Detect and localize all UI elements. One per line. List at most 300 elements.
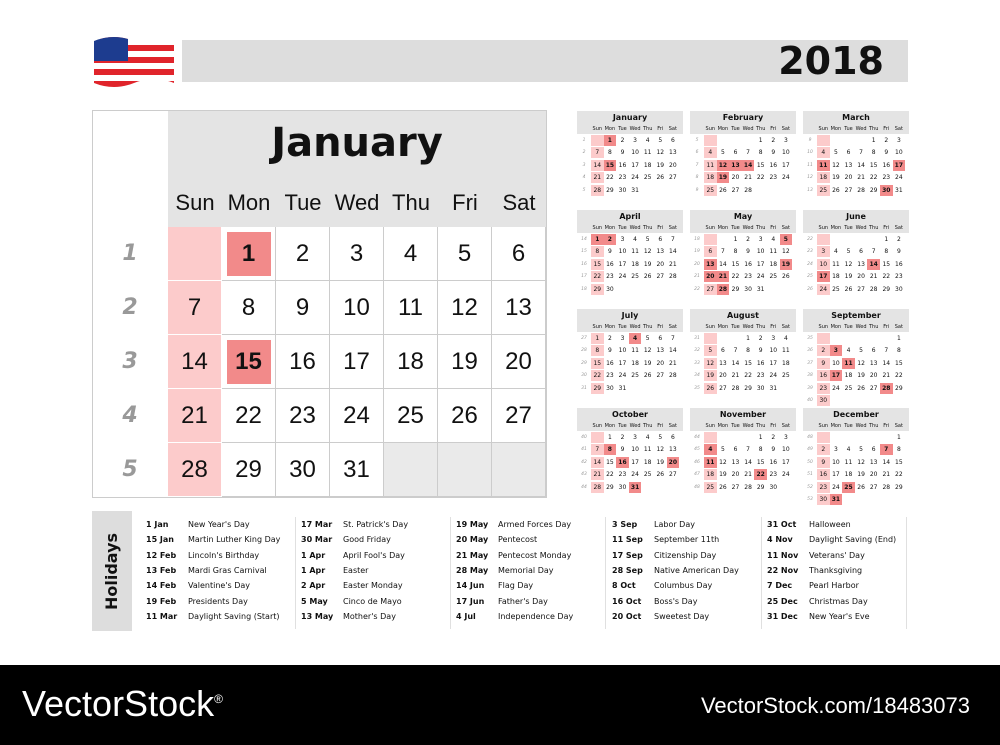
holiday-date: 8 Oct: [612, 581, 636, 591]
mini-day: 21: [669, 359, 677, 367]
holiday-name: Native American Day: [654, 566, 739, 576]
mini-day: 12: [782, 248, 790, 256]
mini-day: 27: [669, 174, 677, 182]
mini-week-number: 51: [807, 472, 813, 478]
holiday-date: 17 Mar: [301, 520, 333, 530]
holiday-column: [456, 517, 606, 629]
mini-day: [717, 135, 730, 146]
mini-day: 22: [731, 273, 740, 281]
mini-day: 12: [643, 347, 652, 355]
mini-day: 18: [643, 161, 652, 169]
mini-day: 30: [744, 285, 752, 293]
mini-day: 20: [731, 471, 740, 479]
mini-weekday: Mon: [830, 324, 842, 330]
mini-day: 30: [817, 395, 830, 406]
mini-day: 24: [832, 384, 840, 392]
mini-weekday: Fri: [883, 225, 890, 231]
holiday-name: Veterans' Day: [809, 550, 865, 560]
mini-week-row: [803, 357, 909, 370]
mini-day: [629, 383, 642, 394]
mini-day: 29: [591, 284, 604, 295]
mini-week-number: 16: [581, 261, 587, 267]
mini-week-number: 12: [807, 175, 813, 181]
holiday-item: [301, 578, 450, 593]
mini-day: 13: [729, 160, 742, 171]
holiday-name: Easter Monday: [343, 581, 403, 591]
holiday-date: 17 Sep: [612, 550, 643, 560]
mini-weekday: Wed: [629, 126, 641, 132]
mini-week-row: [577, 469, 683, 482]
mini-weekday: Tue: [844, 225, 853, 231]
mini-week-row: [690, 246, 796, 259]
mini-day: 10: [618, 347, 627, 355]
holiday-date: 25 Dec: [767, 596, 798, 606]
mini-day: 4: [846, 347, 851, 355]
mini-day: 12: [656, 149, 665, 157]
holiday-name: Valentine's Day: [188, 581, 251, 591]
holiday-name: New Year's Eve: [809, 611, 870, 621]
mini-month: [577, 111, 683, 197]
mini-day: 29: [895, 384, 903, 392]
holiday-item: [146, 548, 295, 563]
mini-day: 8: [604, 444, 617, 455]
mini-month: [803, 309, 909, 407]
mini-day: 7: [871, 248, 876, 256]
holiday-item: [456, 609, 605, 624]
day-cell: 29: [222, 443, 276, 497]
holiday-item: [767, 548, 906, 563]
mini-week-row: [803, 456, 909, 469]
mini-day: 14: [719, 260, 727, 268]
holiday-item: [612, 593, 761, 608]
mini-day: 22: [869, 174, 878, 182]
mini-day: 28: [882, 483, 891, 491]
mini-month: [690, 408, 796, 494]
mini-day: 12: [717, 160, 730, 171]
mini-day: 13: [844, 161, 853, 169]
mini-weekday: Fri: [657, 225, 664, 231]
day-cell: 22: [222, 389, 276, 443]
day-cell: 20: [492, 335, 546, 389]
mini-day: 7: [591, 444, 604, 455]
holiday-date: 22 Nov: [767, 566, 799, 576]
holiday-date: 28 May: [456, 566, 489, 576]
mini-day: 5: [720, 446, 725, 454]
mini-weekday: Wed: [855, 423, 867, 429]
mini-weekday: Tue: [844, 324, 853, 330]
mini-weekday: Thu: [868, 324, 879, 330]
mini-day: 9: [620, 149, 625, 157]
mini-day: 29: [744, 384, 752, 392]
mini-weekday: Thu: [755, 324, 766, 330]
mini-day: [767, 284, 780, 295]
mini-day: 22: [754, 469, 767, 480]
mini-week-number: 35: [694, 385, 700, 391]
mini-week-row: [690, 147, 796, 160]
mini-week-number: 30: [581, 373, 587, 379]
mini-day: 26: [704, 383, 717, 394]
holiday-date: 30 Mar: [301, 535, 333, 545]
mini-week-number: 33: [694, 360, 700, 366]
holiday-item: [767, 563, 906, 578]
mini-week-row: [803, 184, 909, 197]
mini-day: [767, 185, 780, 196]
mini-day: 23: [769, 471, 778, 479]
mini-day: 20: [704, 271, 717, 282]
day-cell: 24: [330, 389, 384, 443]
mini-weekday-row: [577, 422, 683, 431]
mini-weekday: Wed: [855, 126, 867, 132]
mini-week-row: [577, 382, 683, 395]
mini-week-number: 41: [581, 447, 587, 453]
mini-day: 13: [656, 347, 665, 355]
mini-week-number: 20: [694, 261, 700, 267]
mini-day: 24: [832, 483, 840, 491]
mini-day: [729, 135, 742, 146]
mini-week-number: 36: [807, 348, 813, 354]
mini-month-title: December: [803, 408, 909, 422]
holiday-column: [767, 517, 907, 629]
day-cell: 27: [492, 389, 546, 443]
holiday-name: Father's Day: [498, 596, 548, 606]
mini-day: 18: [782, 359, 790, 367]
mini-weekday-row: [690, 125, 796, 134]
mini-weekday: Fri: [770, 423, 777, 429]
mini-week-number: 42: [581, 459, 587, 465]
holiday-item: [301, 517, 450, 532]
day-cell: 19: [438, 335, 492, 389]
mini-day: 1: [758, 136, 763, 144]
mini-week-row: [803, 345, 909, 358]
mini-day: 13: [857, 260, 865, 268]
mini-week-row: [803, 494, 909, 507]
mini-week-row: [803, 444, 909, 457]
mini-day: 4: [771, 235, 776, 243]
mini-week-row: [803, 382, 909, 395]
mini-day: 20: [669, 161, 677, 169]
mini-day: 7: [746, 446, 750, 454]
mini-day: 25: [844, 384, 853, 392]
mini-day: 28: [669, 372, 677, 380]
mini-weekday: Tue: [731, 324, 740, 330]
mini-day: 1: [746, 334, 750, 342]
mini-weekday: Thu: [642, 225, 653, 231]
mini-day: 18: [832, 273, 840, 281]
mini-weekday: Sat: [781, 423, 790, 429]
mini-day: [780, 482, 793, 493]
mini-month-title: October: [577, 408, 683, 422]
mini-day: 26: [656, 174, 665, 182]
mini-day: [742, 432, 755, 443]
mini-week-row: [577, 431, 683, 444]
mini-month: [690, 309, 796, 395]
mini-day: 9: [817, 457, 830, 468]
holiday-date: 13 Feb: [146, 566, 177, 576]
holiday-name: Pentecost: [498, 535, 538, 545]
mini-week-number: 24: [807, 261, 813, 267]
mini-day: 30: [618, 186, 627, 194]
mini-week-row: [690, 172, 796, 185]
weekday-label: Tue: [284, 190, 322, 215]
mini-week-row: [803, 233, 909, 246]
holiday-date: 11 Nov: [767, 550, 799, 560]
mini-day: 7: [884, 347, 889, 355]
mini-week-number: 22: [807, 236, 813, 242]
mini-day: [817, 135, 830, 146]
mini-day: 25: [643, 471, 652, 479]
mini-week-number: 27: [581, 335, 587, 341]
mini-day: 26: [656, 471, 665, 479]
mini-day: 4: [645, 433, 650, 441]
mini-weekday: Mon: [717, 324, 729, 330]
mini-day: [717, 333, 730, 344]
mini-day: [842, 333, 855, 344]
holiday-date: 4 Jul: [456, 611, 476, 621]
holiday-name: Daylight Saving (End): [809, 535, 897, 545]
mini-day: 27: [857, 285, 865, 293]
mini-day: 18: [643, 458, 652, 466]
holiday-name: Mother's Day: [343, 611, 396, 621]
mini-month: [577, 210, 683, 296]
mini-week-row: [690, 159, 796, 172]
year-title: 2018: [778, 39, 884, 83]
week-number: 5: [122, 457, 138, 482]
mini-day: [830, 135, 843, 146]
mini-month-title: November: [690, 408, 796, 422]
mini-weekday: Mon: [604, 126, 616, 132]
mini-day: [830, 432, 843, 443]
mini-day: 30: [817, 494, 830, 505]
mini-day: 21: [669, 260, 677, 268]
mini-day: 18: [704, 172, 717, 183]
holiday-item: [301, 563, 450, 578]
mini-weekday: Wed: [855, 324, 867, 330]
mini-day: 22: [882, 273, 891, 281]
mini-week-number: 4: [582, 175, 586, 181]
mini-day: 6: [846, 149, 851, 157]
mini-day: 11: [844, 458, 853, 466]
mini-weekday: Fri: [657, 423, 664, 429]
mini-day: 23: [606, 372, 614, 380]
mini-week-row: [690, 357, 796, 370]
mini-week-number: 47: [694, 472, 700, 478]
mini-weekday: Fri: [883, 423, 890, 429]
mini-day: 1: [758, 433, 763, 441]
mini-week-row: [803, 332, 909, 345]
holiday-name: Pearl Harbor: [809, 581, 859, 591]
mini-day: 27: [869, 483, 878, 491]
mini-day: 25: [832, 285, 840, 293]
mini-day: 1: [604, 135, 617, 146]
mini-day: 13: [669, 446, 677, 454]
mini-day: 23: [817, 383, 830, 394]
mini-day: 2: [620, 433, 625, 441]
mini-day: 28: [591, 185, 604, 196]
mini-day: 29: [869, 186, 878, 194]
mini-day: 15: [604, 160, 617, 171]
holiday-item: [146, 563, 295, 578]
mini-week-number: 28: [581, 348, 587, 354]
mini-day: 8: [746, 347, 750, 355]
mini-week-number: 48: [807, 434, 813, 440]
mini-day: [629, 284, 642, 295]
mini-month: [577, 408, 683, 494]
mini-day: [842, 494, 855, 505]
mini-day: 9: [746, 248, 750, 256]
mini-day: [855, 395, 868, 406]
mini-day: 10: [631, 446, 639, 454]
mini-week-number: 21: [694, 274, 700, 280]
mini-day: 18: [844, 372, 853, 380]
holiday-date: 19 Feb: [146, 596, 177, 606]
mini-weekday: Mon: [830, 126, 842, 132]
mini-day: 2: [607, 334, 612, 342]
holiday-name: Martin Luther King Day: [188, 535, 281, 545]
mini-day: 24: [631, 174, 639, 182]
mini-day: 22: [591, 370, 604, 381]
mini-day: 12: [719, 458, 727, 466]
holiday-name: Presidents Day: [188, 596, 248, 606]
mini-day: 28: [591, 482, 604, 493]
holiday-date: 2 Apr: [301, 581, 326, 591]
mini-day: 14: [867, 259, 880, 270]
mini-day: 12: [656, 446, 665, 454]
mini-day: 26: [782, 273, 790, 281]
mini-weekday: Sun: [592, 423, 603, 429]
mini-day: 19: [704, 370, 717, 381]
mini-week-number: 13: [807, 187, 813, 193]
mini-day: 27: [731, 186, 740, 194]
mini-day: 21: [882, 372, 891, 380]
mini-day: 23: [817, 482, 830, 493]
mini-week-number: 29: [581, 360, 587, 366]
mini-day: 1: [884, 235, 889, 243]
mini-day: [780, 185, 793, 196]
mini-day: 21: [744, 174, 752, 182]
mini-day: 25: [643, 174, 652, 182]
day-cell: 21: [168, 389, 222, 443]
mini-week-number: 15: [581, 249, 587, 255]
image-url: VectorStock.com/18483073: [700, 693, 970, 718]
mini-month-title: August: [690, 309, 796, 323]
holiday-column: [301, 517, 451, 629]
mini-weekday: Thu: [868, 225, 879, 231]
day-cell: 9: [276, 281, 330, 335]
mini-weekday: Thu: [642, 324, 653, 330]
mini-day: 17: [893, 160, 906, 171]
mini-day: 29: [606, 483, 614, 491]
holiday-date: 3 Sep: [612, 520, 638, 530]
mini-day: 11: [782, 347, 790, 355]
mini-weekday: Wed: [855, 225, 867, 231]
holiday-name: Halloween: [809, 520, 851, 530]
mini-weekday-row: [690, 323, 796, 332]
mini-day: 4: [704, 147, 717, 158]
mini-day: 29: [731, 285, 740, 293]
mini-day: [591, 432, 604, 443]
holiday-item: [612, 517, 761, 532]
mini-day: 15: [756, 161, 765, 169]
mini-weekday: Sat: [894, 126, 903, 132]
mini-day: [855, 333, 868, 344]
mini-week-number: 9: [808, 137, 812, 143]
mini-day: 28: [744, 186, 752, 194]
mini-day: 19: [857, 471, 865, 479]
mini-day: 16: [817, 370, 830, 381]
mini-week-row: [690, 456, 796, 469]
mini-day: 8: [896, 347, 901, 355]
week-number: 3: [122, 349, 138, 374]
mini-week-number: 22: [694, 286, 700, 292]
weekday-label: Sat: [502, 190, 536, 215]
mini-day: 12: [832, 161, 840, 169]
brand-logo: VectorStock®: [22, 683, 223, 724]
mini-month: [577, 309, 683, 395]
holiday-date: 31 Oct: [767, 520, 797, 530]
mini-week-row: [577, 332, 683, 345]
mini-week-number: 8: [695, 175, 699, 181]
mini-week-row: [690, 345, 796, 358]
mini-day: 27: [719, 384, 727, 392]
mini-week-row: [803, 481, 909, 494]
mini-weekday-row: [803, 125, 909, 134]
mini-day: 28: [731, 384, 740, 392]
mini-day: 5: [658, 136, 663, 144]
holiday-date: 16 Oct: [612, 596, 642, 606]
mini-day: [842, 395, 855, 406]
mini-weekday: Tue: [618, 423, 627, 429]
mini-week-number: 31: [581, 385, 587, 391]
mini-day: 17: [618, 260, 627, 268]
mini-week-number: 49: [807, 447, 813, 453]
mini-month-title: March: [803, 111, 909, 125]
mini-day: 1: [733, 235, 738, 243]
holiday-name: Daylight Saving (Start): [188, 611, 280, 621]
mini-day: 3: [620, 334, 625, 342]
mini-day: 19: [656, 161, 665, 169]
mini-week-row: [803, 258, 909, 271]
mini-week-number: 40: [581, 434, 587, 440]
mini-day: [641, 482, 654, 493]
mini-day: 1: [871, 136, 876, 144]
mini-week-row: [577, 258, 683, 271]
day-cell: 11: [384, 281, 438, 335]
mini-day: 17: [832, 471, 840, 479]
mini-weekday: Fri: [657, 126, 664, 132]
mini-day: 13: [656, 248, 665, 256]
day-cell: 3: [330, 227, 384, 281]
mini-day: 4: [704, 444, 717, 455]
mini-day: 13: [731, 458, 740, 466]
mini-day: 4: [833, 248, 838, 256]
mini-weekday: Sat: [781, 126, 790, 132]
mini-day: 15: [756, 458, 765, 466]
mini-day: [880, 395, 893, 406]
mini-weekday: Fri: [770, 225, 777, 231]
mini-day: [654, 482, 667, 493]
mini-day: 8: [896, 446, 901, 454]
mini-day: 24: [817, 284, 830, 295]
day-cell: 13: [492, 281, 546, 335]
mini-day: 3: [896, 136, 901, 144]
mini-week-row: [577, 233, 683, 246]
mini-day: 19: [656, 458, 665, 466]
mini-day: 19: [844, 273, 853, 281]
mini-day: [704, 333, 717, 344]
holiday-item: [767, 532, 906, 547]
mini-month: [690, 210, 796, 296]
mini-day: 19: [643, 260, 652, 268]
